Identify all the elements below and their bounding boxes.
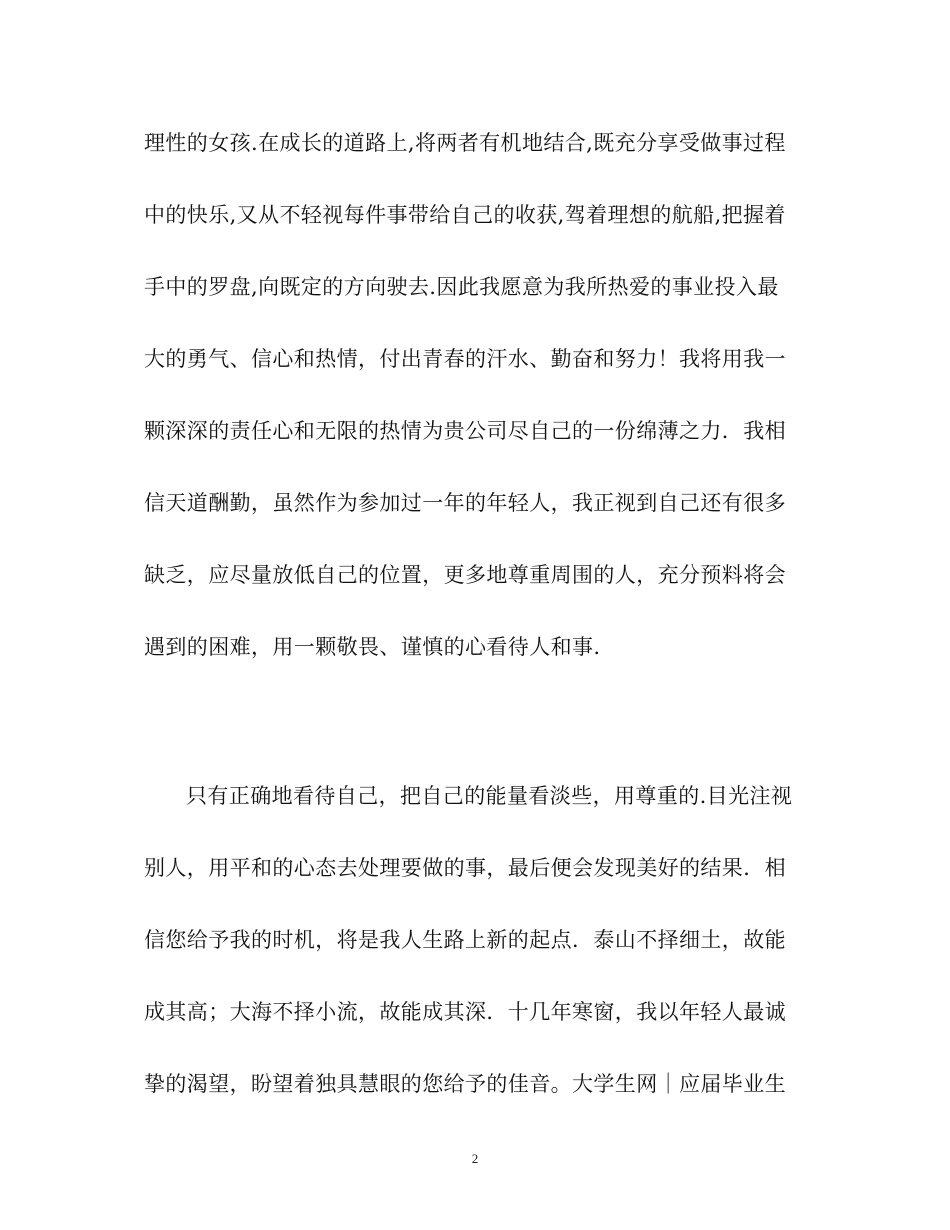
paragraph-2-line-1: 只有正确地看待自己，把自己的能量看淡些，用尊重的.目光注视	[186, 784, 793, 808]
paragraph-1-line-6: 信天道酬勤，虽然作为参加过一年的年轻人，我正视到自己还有很多	[144, 491, 786, 515]
page-number: 2	[471, 1151, 479, 1166]
paragraph-1-line-8: 遇到的困难，用一颗敬畏、谨慎的心看待人和事.	[144, 635, 601, 659]
paragraph-2-line-4: 成其高；大海不择小流，故能成其深．十几年寒窗，我以年轻人最诚	[144, 1000, 786, 1024]
paragraph-2-line-2: 别人，用平和的心态去处理要做的事，最后便会发现美好的结果．相	[144, 856, 786, 880]
paragraph-1-line-7: 缺乏，应尽量放低自己的位置，更多地尊重周围的人，充分预料将会	[144, 563, 786, 587]
paragraph-2-line-5: 挚的渴望，盼望着独具慧眼的您给予的佳音。大学生网｜应届毕业生	[144, 1072, 786, 1096]
paragraph-1-line-3: 手中的罗盘,向既定的方向驶去.因此我愿意为我所热爱的事业投入最	[144, 275, 779, 299]
paragraph-1-line-1: 理性的女孩.在成长的道路上,将两者有机地结合,既充分享受做事过程	[144, 131, 786, 155]
paragraph-2-line-3: 信您给予我的时机，将是我人生路上新的起点．泰山不择细土，故能	[144, 928, 786, 952]
paragraph-1-line-2: 中的快乐,又从不轻视每件事带给自己的收获,驾着理想的航船,把握着	[144, 203, 786, 227]
paragraph-1-line-5: 颗深深的责任心和无限的热情为贵公司尽自己的一份绵薄之力．我相	[144, 419, 786, 443]
paragraph-1-line-4: 大的勇气、信心和热情，付出青春的汗水、勤奋和努力！我将用我一	[144, 347, 786, 371]
